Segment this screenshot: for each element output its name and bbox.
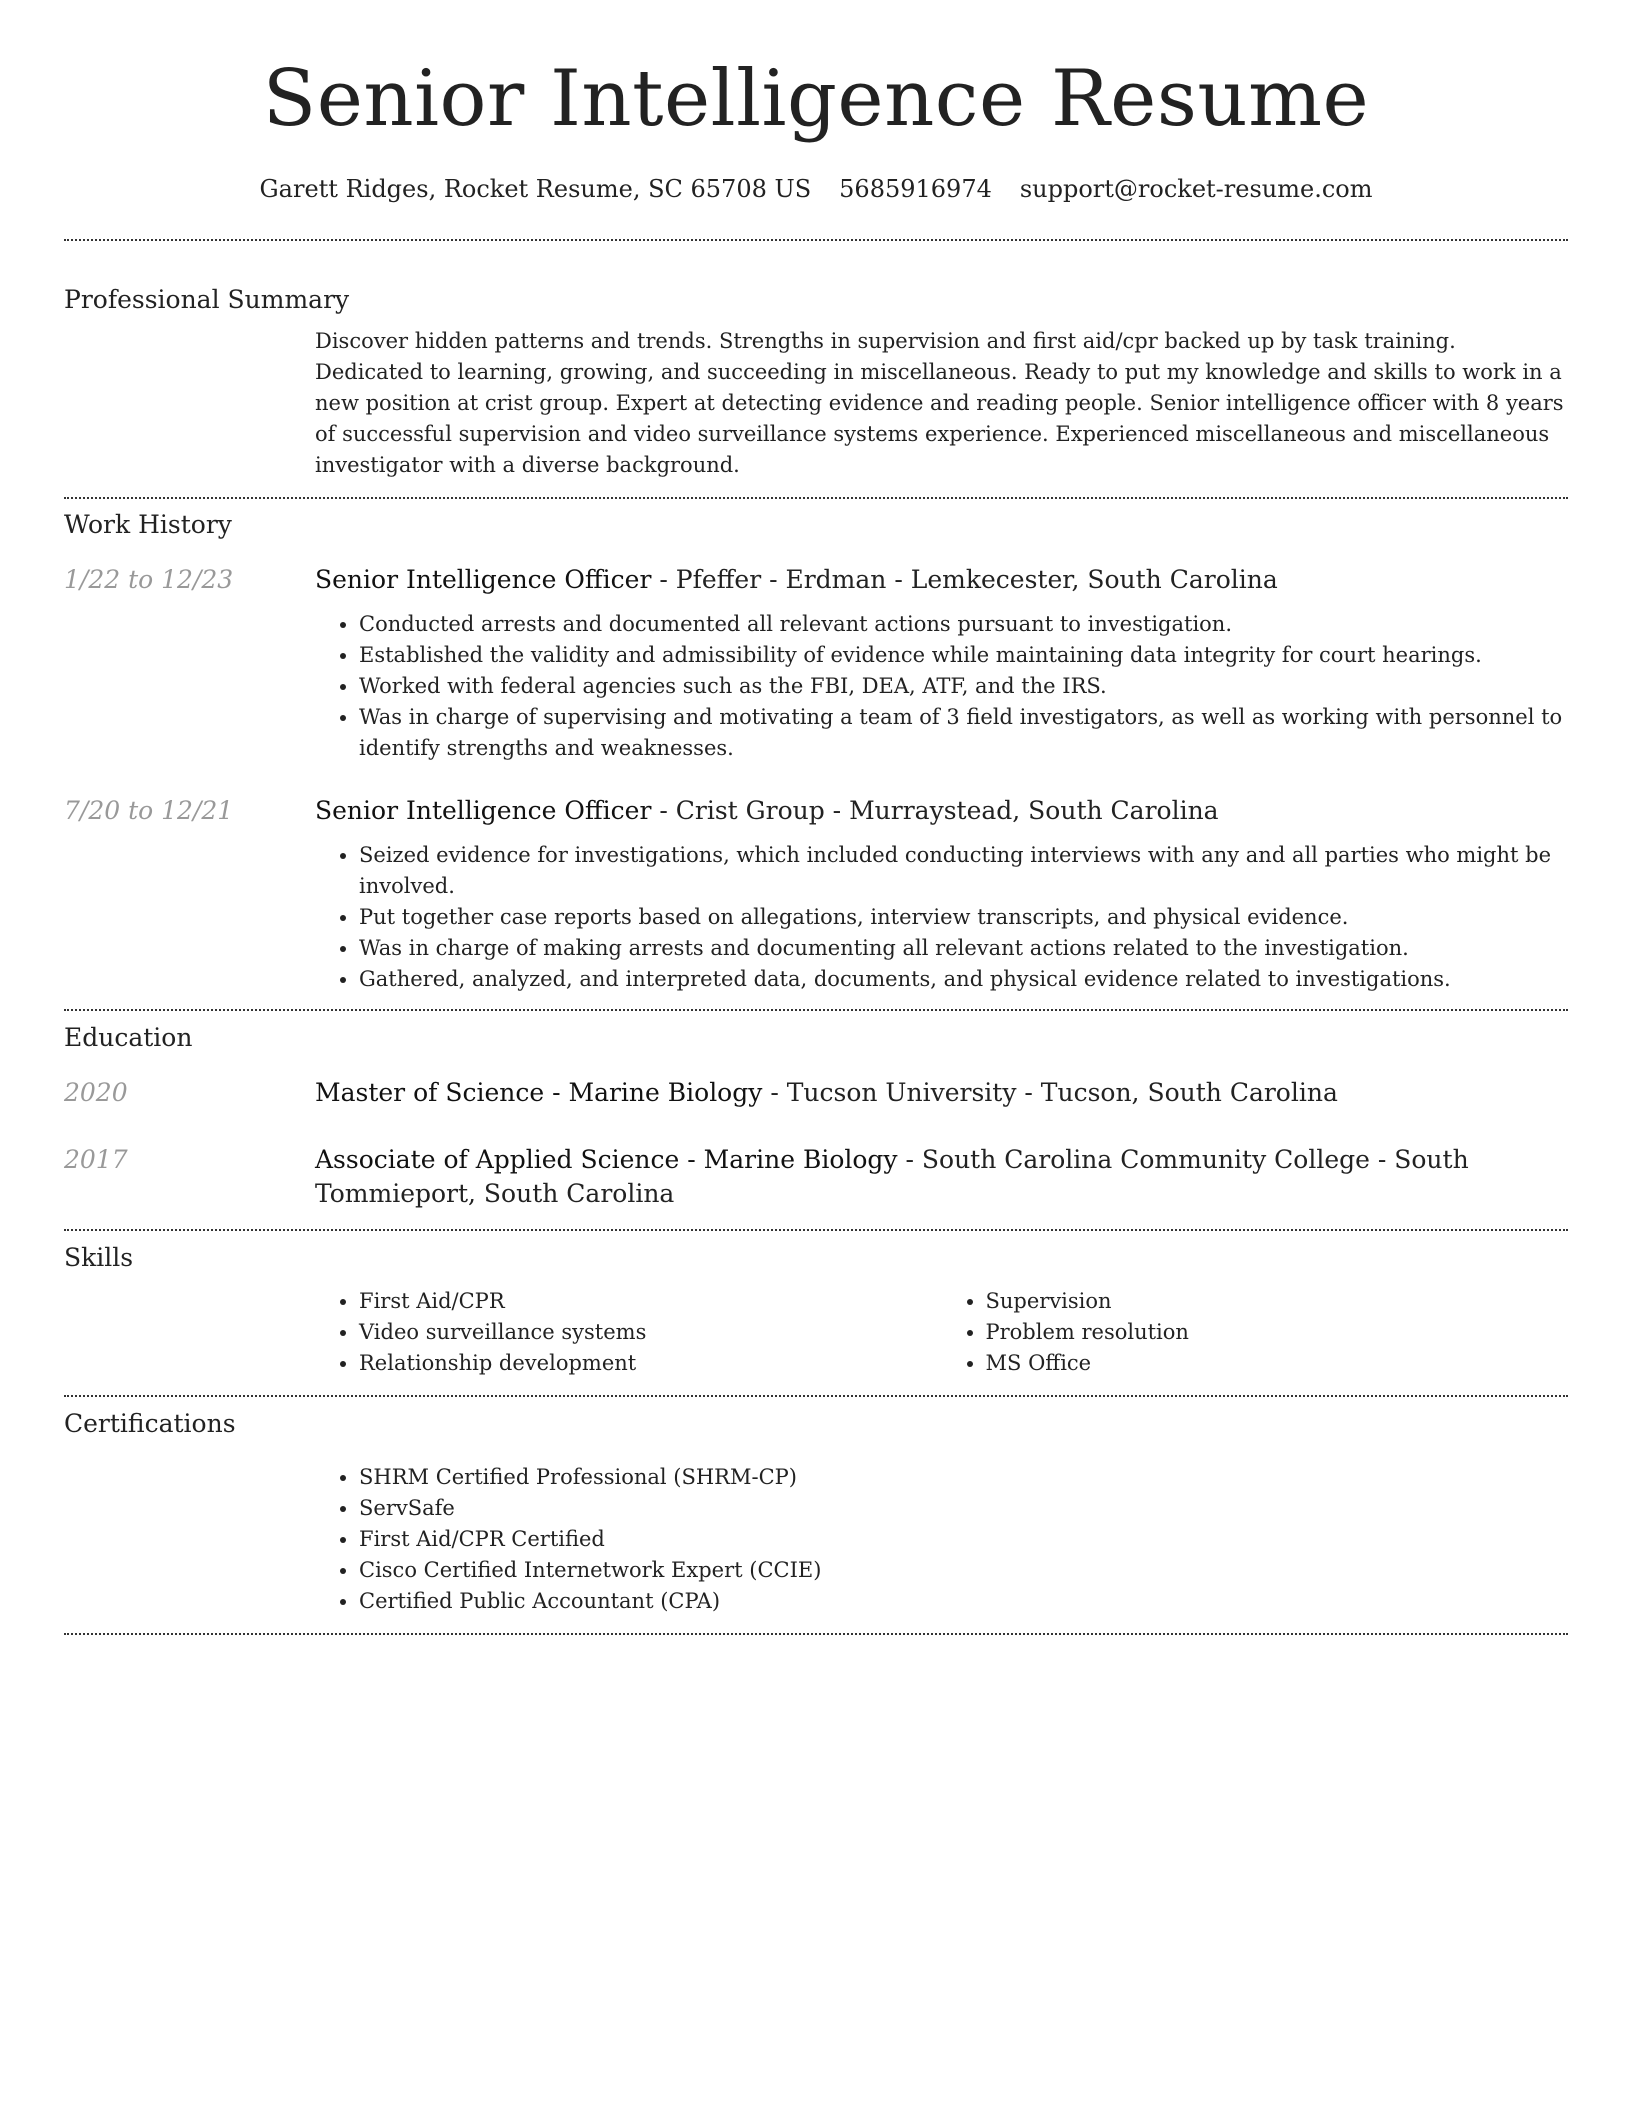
- job-dates: 1/22 to 12/23: [64, 565, 234, 594]
- certifications-list: [315, 1462, 1568, 1617]
- job-bullets: [315, 609, 1568, 764]
- list-item: • Seized evidence for investigations, which included conducting interviews with any and all parties who might be involved.: [359, 840, 1568, 902]
- job-bullets: [315, 840, 1568, 995]
- education-year: 2017: [64, 1145, 128, 1174]
- divider: [64, 1395, 1568, 1397]
- summary-text: Discover hidden patterns and trends. Strengths in supervision and first aid/cpr backed up by task training. Dedicated to learning, growing, and succeeding in miscellaneous. Ready to put my knowledge and skills to work in a new position at crist group. Expert at detecting evidence and reading people. Senior intelligence officer with 8 years of successful supervision and video surveillance systems experience. Experienced miscellaneous and miscellaneous investigator with a diverse background.: [315, 329, 1564, 477]
- list-item: • Worked with federal agencies such as the FBI, DEA, ATF, and the IRS.: [359, 671, 1568, 702]
- job-title: Senior Intelligence Officer - Crist Group - Murraystead, South Carolina: [315, 796, 1219, 825]
- resume-title: Senior Intelligence Resume: [262, 54, 1370, 144]
- list-item: • Supervision: [986, 1286, 1569, 1317]
- education-year: 2020: [64, 1078, 128, 1107]
- list-item: • Cisco Certified Internetwork Expert (CCIE): [359, 1555, 1568, 1586]
- list-item: • First Aid/CPR: [359, 1286, 942, 1317]
- section-heading-work-history: Work History: [64, 510, 232, 539]
- education-entry: [64, 1076, 1568, 1110]
- job-company: Crist Group - Murraystead, South Carolina: [675, 796, 1219, 825]
- section-heading-summary: Professional Summary: [64, 285, 350, 314]
- contact-address: Garett Ridges, Rocket Resume, SC 65708 US: [259, 175, 812, 203]
- job-role: Senior Intelligence Officer: [315, 565, 652, 594]
- list-item: • Problem resolution: [986, 1317, 1569, 1348]
- education-degree: Associate of Applied Science - Marine Biology: [315, 1145, 898, 1174]
- list-item: • Was in charge of supervising and motivating a team of 3 field investigators, as well as working with personnel to identify strengths and weaknesses.: [359, 702, 1568, 764]
- education-school: South Carolina Community College - South Tommieport, South Carolina: [315, 1145, 1469, 1208]
- skills-list-left: [315, 1286, 942, 1379]
- skills-section: [64, 1242, 1568, 1379]
- job-company: Pfeffer - Erdman - Lemkecester, South Carolina: [675, 565, 1278, 594]
- job-title: Senior Intelligence Officer - Pfeffer - Erdman - Lemkecester, South Carolina: [315, 565, 1278, 594]
- list-item: • First Aid/CPR Certified: [359, 1524, 1568, 1555]
- section-heading-skills: Skills: [64, 1243, 134, 1272]
- resume-page: [64, 0, 1568, 1635]
- divider: [64, 497, 1568, 499]
- job-role: Senior Intelligence Officer: [315, 796, 652, 825]
- contact-line: [64, 174, 1568, 204]
- list-item: • MS Office: [986, 1348, 1569, 1379]
- list-item: • Video surveillance systems: [359, 1317, 942, 1348]
- contact-phone: 5685916974: [839, 175, 992, 203]
- job-entry: [64, 563, 1568, 764]
- education-degree: Master of Science - Marine Biology: [315, 1078, 763, 1107]
- list-item: • Gathered, analyzed, and interpreted data, documents, and physical evidence related to investigations.: [359, 964, 1568, 995]
- divider: [64, 239, 1568, 241]
- divider: [64, 1633, 1568, 1635]
- list-item: • ServSafe: [359, 1493, 1568, 1524]
- education-title: Master of Science - Marine Biology - Tucson University - Tucson, South Carolina: [315, 1078, 1338, 1107]
- education-section: [64, 1022, 1568, 1211]
- section-heading-certifications: Certifications: [64, 1409, 236, 1438]
- skills-list-right: [942, 1286, 1569, 1379]
- work-history-section: [64, 509, 1568, 995]
- education-school: Tucson University - Tucson, South Carolina: [786, 1078, 1338, 1107]
- education-title: Associate of Applied Science - Marine Biology - South Carolina Community College - South Tommieport, South Carolina: [315, 1145, 1469, 1208]
- list-item: • Certified Public Accountant (CPA): [359, 1586, 1568, 1617]
- list-item: • SHRM Certified Professional (SHRM-CP): [359, 1462, 1568, 1493]
- summary-section: [64, 284, 1568, 481]
- list-item: • Conducted arrests and documented all relevant actions pursuant to investigation.: [359, 609, 1568, 640]
- list-item: • Put together case reports based on allegations, interview transcripts, and physical evidence.: [359, 902, 1568, 933]
- certifications-section: [64, 1408, 1568, 1617]
- job-dates: 7/20 to 12/21: [64, 796, 234, 825]
- education-entry: [64, 1143, 1568, 1211]
- contact-email: support@rocket-resume.com: [1019, 175, 1373, 203]
- list-item: • Relationship development: [359, 1348, 942, 1379]
- list-item: • Established the validity and admissibility of evidence while maintaining data integrity for court hearings.: [359, 640, 1568, 671]
- section-heading-education: Education: [64, 1023, 193, 1052]
- job-entry: [64, 794, 1568, 995]
- divider: [64, 1009, 1568, 1011]
- divider: [64, 1229, 1568, 1231]
- list-item: • Was in charge of making arrests and documenting all relevant actions related to the investigation.: [359, 933, 1568, 964]
